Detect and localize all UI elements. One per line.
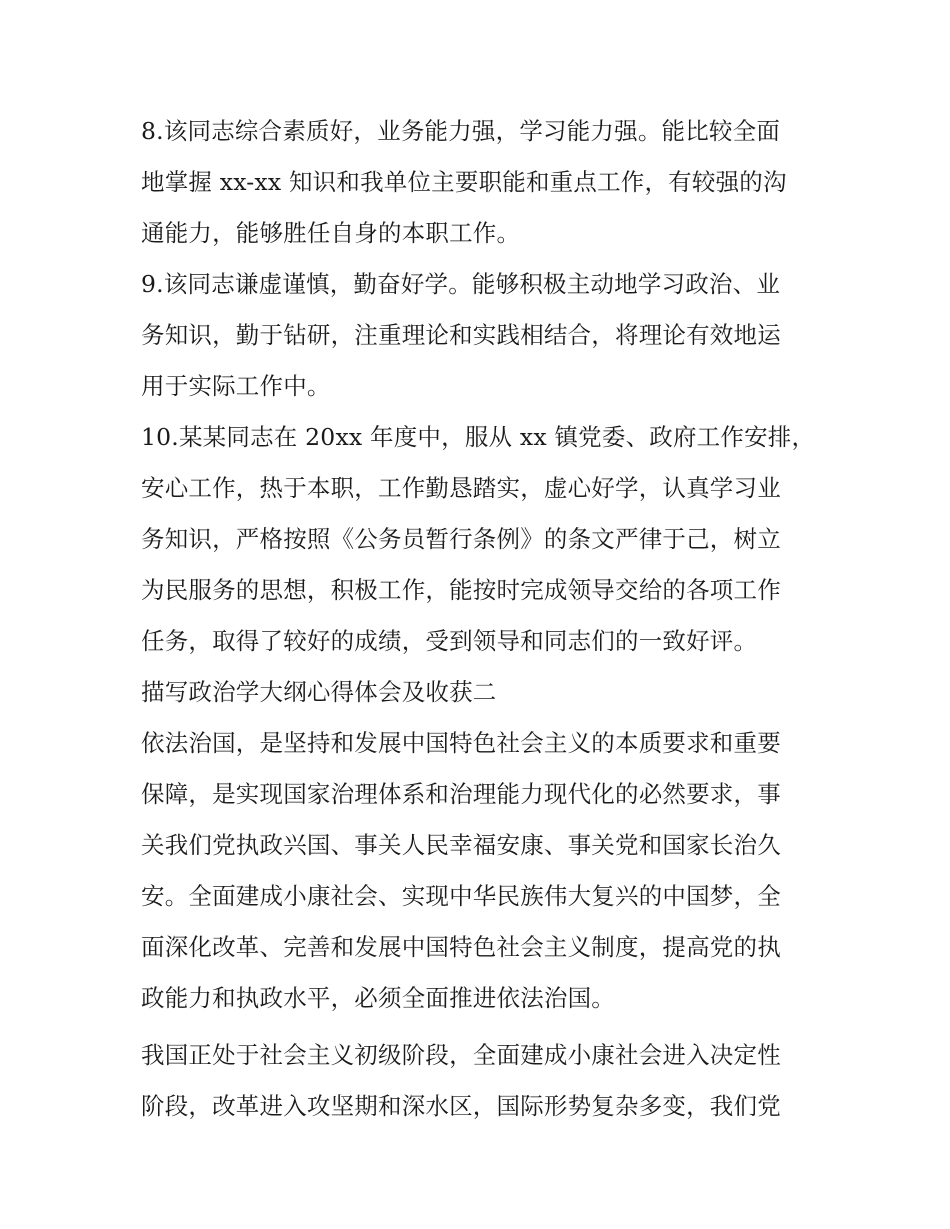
paragraph-primary-stage xyxy=(141,1030,813,1132)
section-heading xyxy=(141,667,813,718)
text-line: 任务，取得了较好的成绩，受到领导和同志们的一致好评。 xyxy=(141,627,758,655)
text-line: 政能力和执政水平，必须全面推进依法治国。 xyxy=(141,984,615,1012)
text-line: 8.该同志综合素质好，业务能力强，学习能力强。能比较全面 xyxy=(141,117,781,145)
text-line: 安。全面建成小康社会、实现中华民族伟大复兴的中国梦，全 xyxy=(141,882,781,910)
text-line: 为民服务的思想，积极工作，能按时完成领导交给的各项工作 xyxy=(141,576,781,604)
text-line: 9.该同志谦虚谨慎，勤奋好学。能够积极主动地学习政治、业 xyxy=(141,270,781,298)
text-line: 10.某某同志在 20xx 年度中，服从 xx 镇党委、政府工作安排， xyxy=(141,423,816,451)
text-line: 务知识，严格按照《公务员暂行条例》的条文严律于己，树立 xyxy=(141,525,781,553)
text-line: 面深化改革、完善和发展中国特色社会主义制度，提高党的执 xyxy=(141,933,781,961)
document-body xyxy=(141,106,816,1132)
text-line: 务知识，勤于钻研，注重理论和实践相结合，将理论有效地运 xyxy=(141,321,781,349)
text-line: 阶段，改革进入攻坚期和深水区，国际形势复杂多变，我们党 xyxy=(141,1092,781,1120)
text-line: 通能力，能够胜任自身的本职工作。 xyxy=(141,219,521,247)
paragraph-item-8 xyxy=(141,106,813,259)
text-line: 用于实际工作中。 xyxy=(141,372,331,400)
text-line: 地掌握 xx-xx 知识和我单位主要职能和重点工作，有较强的沟 xyxy=(141,168,787,196)
text-line: 关我们党执政兴国、事关人民幸福安康、事关党和国家长治久 xyxy=(141,831,781,859)
text-line: 依法治国，是坚持和发展中国特色社会主义的本质要求和重要 xyxy=(141,729,781,757)
paragraph-item-9 xyxy=(141,259,813,412)
heading-text: 描写政治学大纲心得体会及收获二 xyxy=(141,678,497,706)
text-line: 保障，是实现国家治理体系和治理能力现代化的必然要求，事 xyxy=(141,780,781,808)
paragraph-item-10 xyxy=(141,412,816,667)
text-line: 我国正处于社会主义初级阶段，全面建成小康社会进入决定性 xyxy=(141,1041,781,1069)
paragraph-rule-of-law xyxy=(141,718,813,1024)
text-line: 安心工作，热于本职，工作勤恳踏实，虚心好学，认真学习业 xyxy=(141,474,781,502)
